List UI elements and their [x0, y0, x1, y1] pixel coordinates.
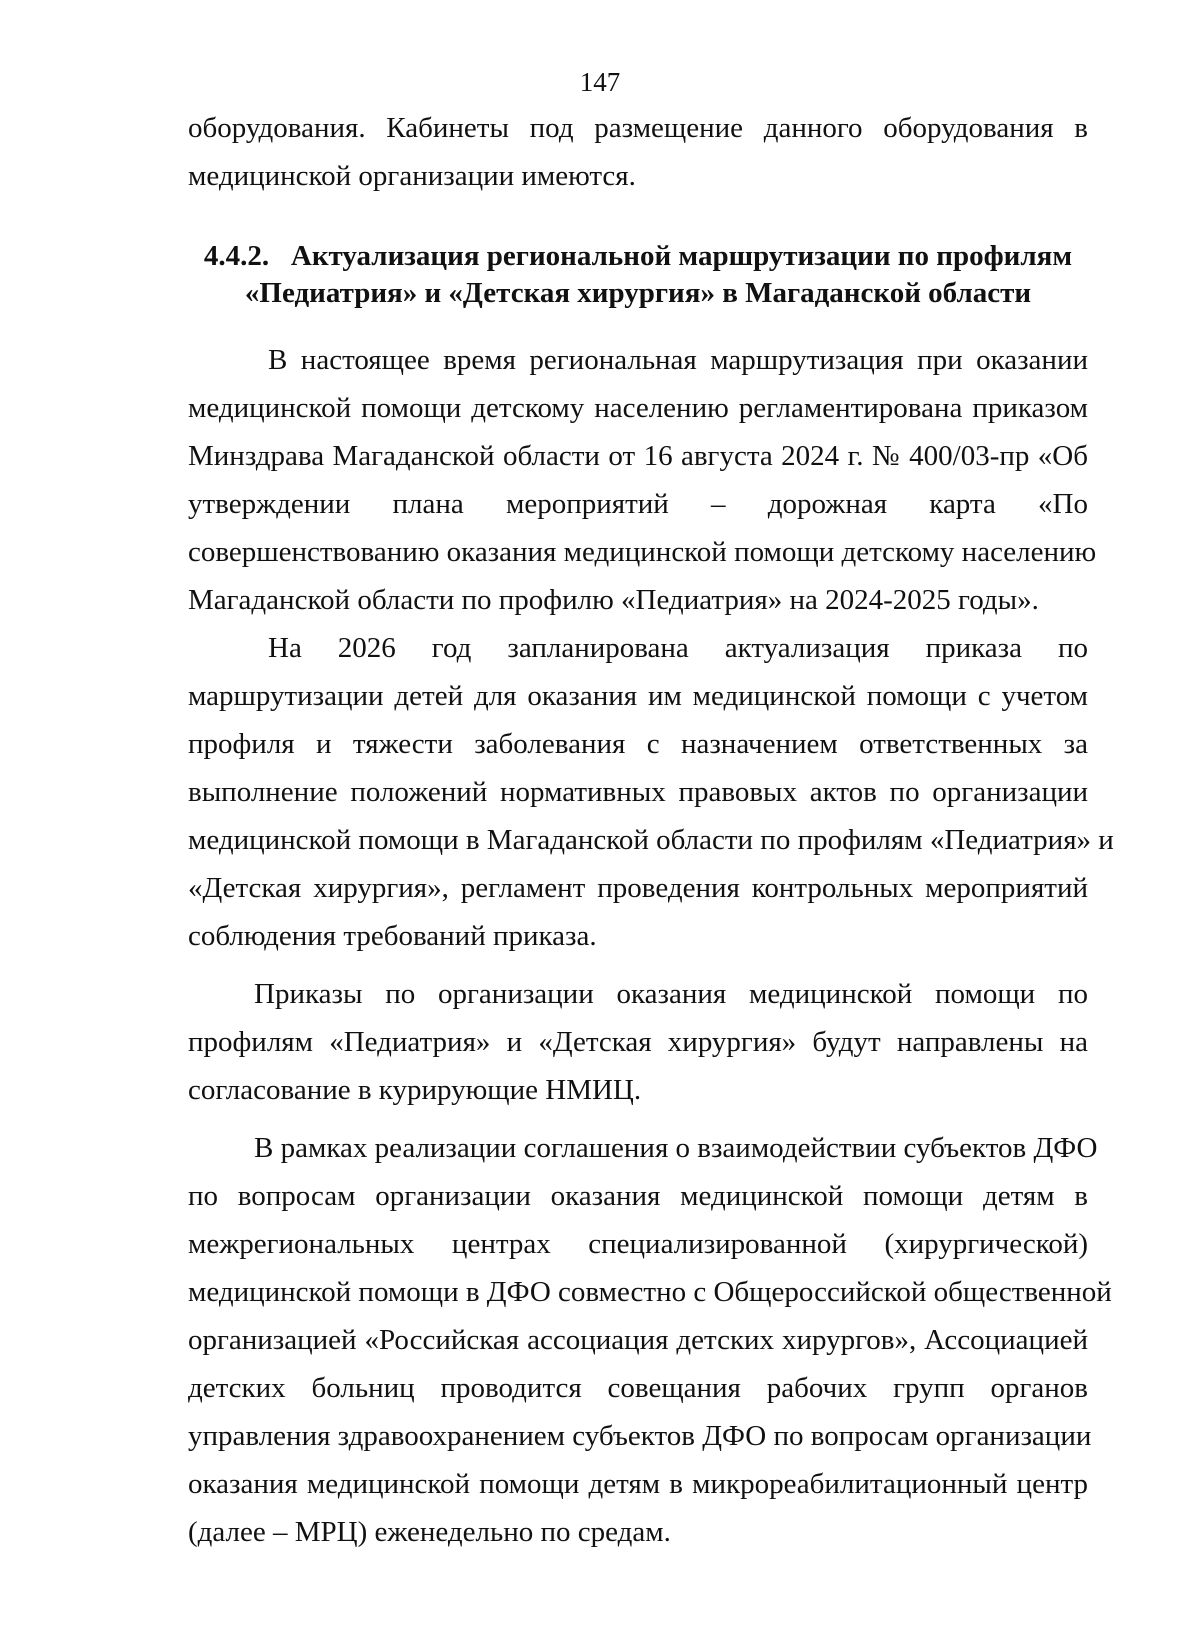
text-line: организацией «Российская ассоциация детских хирургов», Ассоциацией — [188, 1324, 1088, 1356]
paragraph-continuation — [188, 104, 1088, 200]
text-line: выполнение положений нормативных правовых актов по организации — [188, 776, 1088, 808]
text-line: Минздрава Магаданской области от 16 августа 2024 г. № 400/03-пр «Об — [188, 440, 1088, 472]
document-body — [188, 104, 1114, 1556]
text-line: медицинской помощи в Магаданской области по профилям «Педиатрия» и — [188, 824, 1114, 856]
text-line: оборудования. Кабинеты под размещение данного оборудования в — [188, 112, 1088, 144]
paragraph — [188, 624, 1114, 960]
text-line: В рамках реализации соглашения о взаимодействии субъектов ДФО — [254, 1132, 1098, 1164]
text-line: медицинской организации имеются. — [188, 160, 636, 192]
heading-line: 4.4.2. Актуализация региональной маршрутизации по профилям — [203, 240, 1073, 272]
page-number: 147 — [579, 67, 621, 97]
text-line: межрегиональных центрах специализированной (хирургической) — [188, 1228, 1088, 1260]
section-heading — [188, 238, 1088, 312]
text-line: Приказы по организации оказания медицинской помощи по — [254, 978, 1088, 1010]
paragraph — [188, 970, 1088, 1114]
text-line: управления здравоохранением субъектов ДФО по вопросам организации — [188, 1420, 1092, 1452]
text-line: «Детская хирургия», регламент проведения контрольных мероприятий — [188, 872, 1088, 904]
text-line: по вопросам организации оказания медицинской помощи детям в — [188, 1180, 1088, 1212]
text-line: оказания медицинской помощи детям в микрореабилитационный центр — [188, 1468, 1088, 1500]
text-line: В настоящее время региональная маршрутизация при оказании — [268, 344, 1088, 376]
text-line: совершенствованию оказания медицинской помощи детскому населению — [188, 536, 1097, 568]
text-line: маршрутизации детей для оказания им медицинской помощи с учетом — [188, 680, 1088, 712]
text-line: профиля и тяжести заболевания с назначением ответственных за — [188, 728, 1088, 760]
text-line: утверждении плана мероприятий – дорожная карта «По — [188, 488, 1088, 520]
paragraph — [188, 1124, 1112, 1556]
text-line: профилям «Педиатрия» и «Детская хирургия» будут направлены на — [188, 1026, 1088, 1058]
text-line: медицинской помощи в ДФО совместно с Общероссийской общественной — [188, 1276, 1112, 1308]
text-line: Магаданской области по профилю «Педиатрия» на 2024-2025 годы». — [188, 584, 1039, 616]
text-line: На 2026 год запланирована актуализация приказа по — [268, 632, 1088, 664]
text-line: согласование в курирующие НМИЦ. — [188, 1074, 642, 1106]
text-line: детских больниц проводится совещания рабочих групп органов — [188, 1372, 1088, 1404]
paragraph — [188, 336, 1097, 624]
text-line: (далее – МРЦ) еженедельно по средам. — [188, 1516, 671, 1548]
text-line: медицинской помощи детскому населению регламентирована приказом — [188, 392, 1088, 424]
text-line: соблюдения требований приказа. — [188, 920, 597, 952]
heading-line: «Педиатрия» и «Детская хирургия» в Магаданской области — [244, 277, 1032, 309]
